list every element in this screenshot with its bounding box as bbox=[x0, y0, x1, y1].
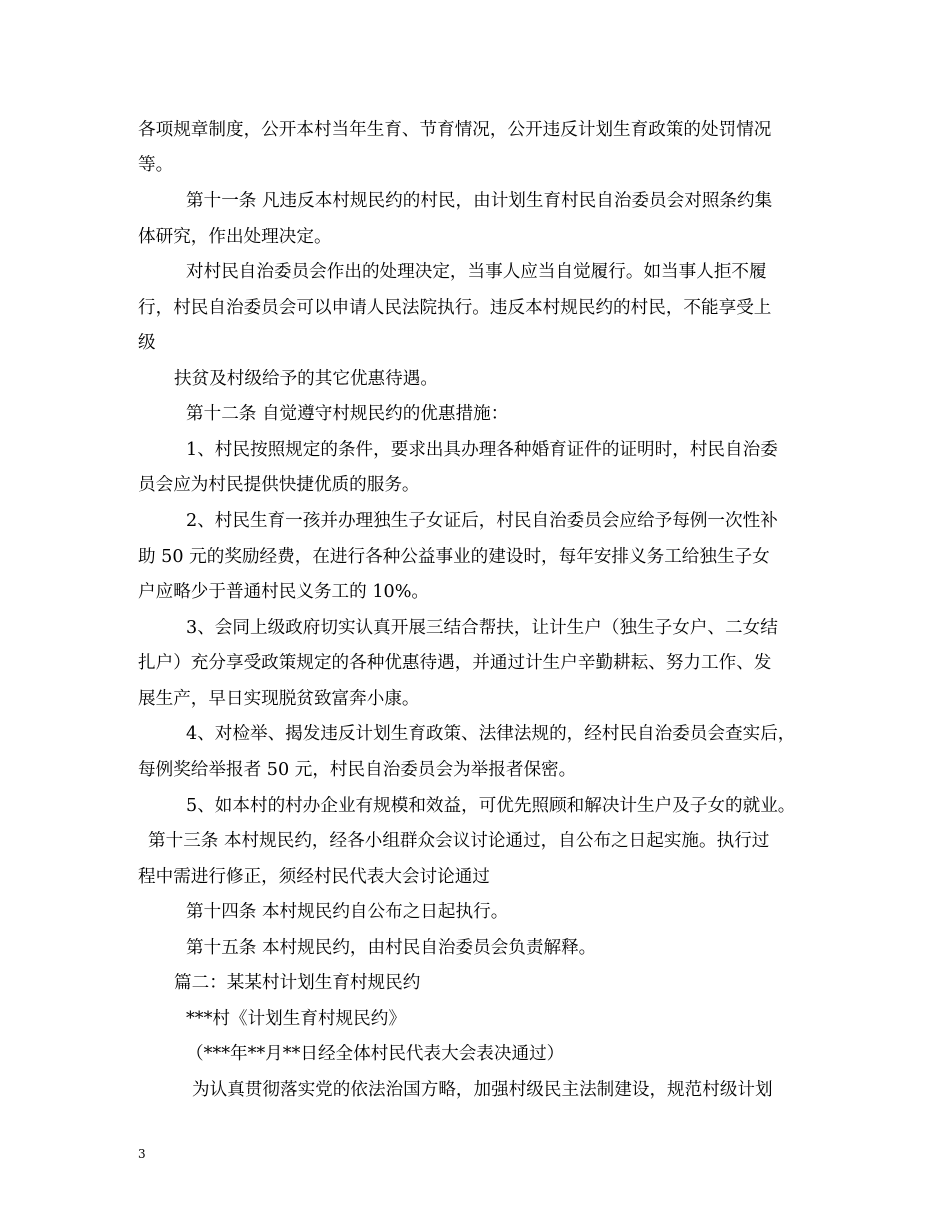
text-line: 各项规章制度，公开本村当年生育、节育情况，公开违反计划生育政策的处罚情况 bbox=[138, 120, 772, 140]
text-line: 3、会同上级政府切实认真开展三结合帮扶，让计生户（独生子女户、二女结 bbox=[186, 618, 778, 638]
text-line: 户应略少于普通村民义务工的 10%。 bbox=[138, 582, 430, 602]
text-line: （***年**月**日经全体村民代表大会表决通过） bbox=[186, 1044, 565, 1064]
text-line: 对村民自治委员会作出的处理决定，当事人应当自觉履行。如当事人拒不履 bbox=[186, 262, 767, 282]
text-line: 第十一条 凡违反本村规民约的村民，由计划生育村民自治委员会对照条约集 bbox=[186, 191, 773, 211]
text-line: 员会应为村民提供快捷优质的服务。 bbox=[138, 475, 420, 495]
text-line: 程中需进行修正，须经村民代表大会讨论通过 bbox=[138, 867, 490, 887]
text-line: 1、村民按照规定的条件，要求出具办理各种婚育证件的证明时，村民自治委 bbox=[186, 440, 778, 460]
text-line: 第十五条 本村规民约，由村民自治委员会负责解释。 bbox=[186, 938, 597, 958]
text-line: 等。 bbox=[138, 155, 174, 175]
text-line: 为认真贯彻落实党的依法治国方略，加强村级民主法制建设，规范村级计划 bbox=[192, 1080, 773, 1100]
text-line: 体研究，作出处理决定。 bbox=[138, 227, 332, 247]
text-line: 级 bbox=[138, 333, 156, 353]
text-line: 4、对检举、揭发违反计划生育政策、法律法规的，经村民自治委员会查实后， bbox=[186, 724, 796, 744]
text-line: 扎户）充分享受政策规定的各种优惠待遇，并通过计生户辛勤耕耘、努力工作、发 bbox=[138, 653, 772, 673]
text-line: 行，村民自治委员会可以申请人民法院执行。违反本村规民约的村民，不能享受上 bbox=[138, 298, 772, 318]
text-line: 每例奖给举报者 50 元，村民自治委员会为举报者保密。 bbox=[138, 760, 577, 780]
text-line: 第十三条 本村规民约，经各小组群众会议讨论通过，自公布之日起实施。执行过 bbox=[148, 831, 770, 851]
text-line: 助 50 元的奖励经费，在进行各种公益事业的建设时，每年安排义务工给独生子女 bbox=[138, 547, 770, 567]
text-line: 第十四条 本村规民约自公布之日起执行。 bbox=[186, 902, 509, 922]
text-line: ***村《计划生育村规民约》 bbox=[186, 1009, 406, 1029]
text-line: 展生产，早日实现脱贫致富奔小康。 bbox=[138, 689, 420, 709]
text-line: 5、如本村的村办企业有规模和效益，可优先照顾和解决计生户及子女的就业。 bbox=[186, 796, 796, 816]
text-line: 2、村民生育一孩并办理独生子女证后，村民自治委员会应给予每例一次性补 bbox=[186, 511, 778, 531]
text-line: 第十二条 自觉遵守村规民约的优惠措施： bbox=[186, 404, 509, 424]
page-number: 3 bbox=[138, 1147, 146, 1161]
text-line: 篇二：某某村计划生育村规民约 bbox=[174, 973, 421, 993]
text-line: 扶贫及村级给予的其它优惠待遇。 bbox=[174, 369, 438, 389]
